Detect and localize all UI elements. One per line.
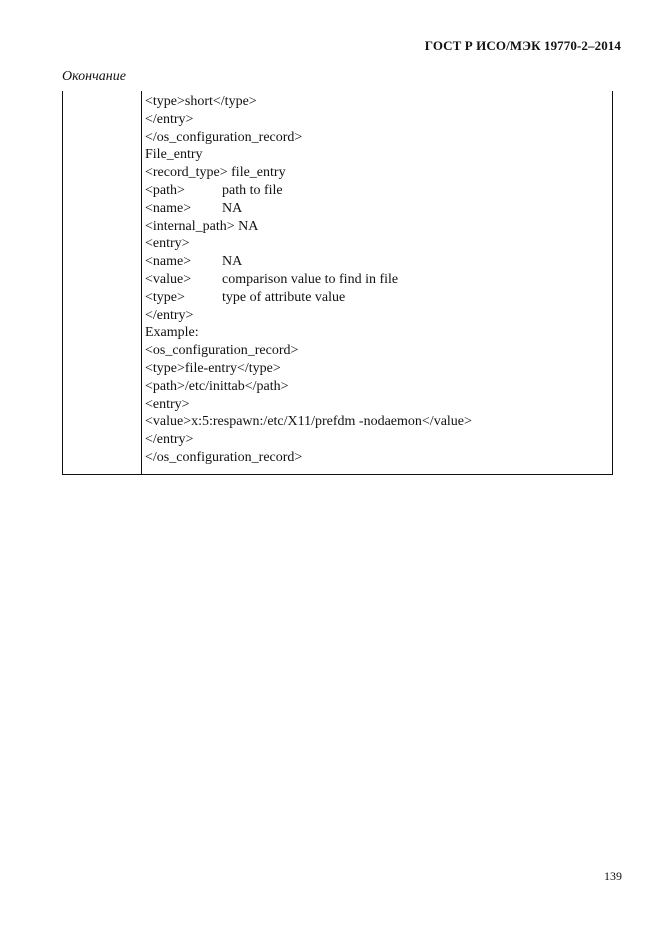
line-tag: <name> (145, 200, 192, 216)
table-line: <record_type> file_entry (145, 165, 286, 181)
page-number: 139 (604, 869, 622, 883)
table-line: <path>/etc/inittab</path> (145, 378, 289, 394)
table-line: </entry> (145, 307, 194, 323)
table-line: </os_configuration_record> (145, 129, 303, 145)
line-value: path to file (222, 182, 283, 198)
table-line (145, 253, 608, 271)
table-line: </entry> (145, 111, 194, 127)
line-value: NA (222, 200, 243, 216)
table-line: <entry> (145, 396, 190, 412)
line-tag: <value> (145, 271, 192, 287)
table-line: File_entry (145, 147, 203, 163)
table-line: <value>x:5:respawn:/etc/X11/prefdm -nodaemon</value> (145, 414, 472, 430)
table-line: <os_configuration_record> (145, 343, 299, 359)
specification-table (62, 91, 613, 475)
table-left-cell (63, 91, 142, 474)
line-tag: <path> (145, 182, 185, 198)
table-right-cell (145, 93, 608, 467)
table-line: <internal_path> NA (145, 218, 259, 234)
line-tag: <name> (145, 254, 192, 270)
table-line (145, 182, 608, 200)
line-tag: <type> (145, 289, 185, 305)
table-line: <type>short</type> (145, 94, 257, 109)
table-line (145, 271, 608, 289)
line-value: comparison value to find in file (222, 271, 399, 287)
line-value: NA (222, 254, 243, 270)
continuation-label: Окончание (62, 69, 126, 84)
line-value: type of attribute value (222, 289, 346, 305)
table-line: <entry> (145, 236, 190, 252)
table-line: </os_configuration_record> (145, 449, 303, 465)
table-line: </entry> (145, 432, 194, 448)
table-line: <type>file-entry</type> (145, 360, 281, 376)
table-line (145, 200, 608, 218)
table-line (145, 289, 608, 307)
document-header: ГОСТ Р ИСО/МЭК 19770-2–2014 (424, 38, 621, 53)
table-line: Example: (145, 325, 199, 341)
